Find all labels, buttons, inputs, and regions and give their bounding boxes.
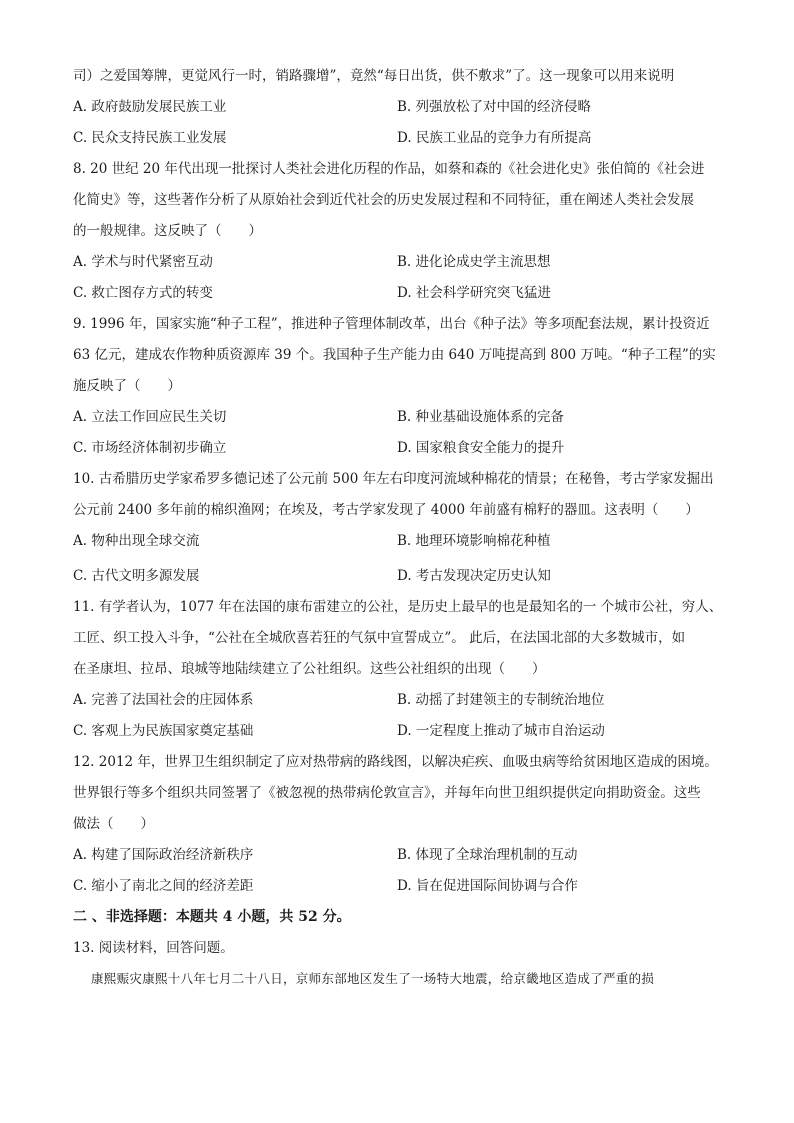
question-11-stem-line-1: 11. 有学者认为，1077 年在法国的康布雷建立的公社，是历史上最早的也是最知名的一 个城市公社，穷人、 bbox=[73, 599, 723, 615]
question-8-options-row-2 bbox=[73, 283, 732, 314]
question-7-option-d[interactable]: D. 民族工业品的竞争力有所提高 bbox=[397, 130, 592, 146]
question-8-option-c[interactable]: C. 救亡图存方式的转变 bbox=[73, 285, 213, 301]
question-11-option-d[interactable]: D. 一定程度上推动了城市自治运动 bbox=[397, 723, 605, 739]
question-9-option-b[interactable]: B. 种业基础设施体系的完备 bbox=[397, 409, 565, 425]
question-9-stem-line-1: 9. 1996 年，国家实施“种子工程”，推进种子管理体制改革，出台《种子法》等多项配套法规，累计投资近 bbox=[73, 316, 710, 332]
section-2-heading: 二 、非选择题：本题共 4 小题，共 52 分。 bbox=[73, 909, 351, 925]
question-9-options-row-2 bbox=[73, 438, 732, 469]
question-10-options-row-2 bbox=[73, 566, 732, 597]
question-8-stem-line-2: 化简史》等，这些著作分析了从原始社会到近代社会的历史发展过程和不同特征，重在阐述人类社会发展 bbox=[73, 192, 694, 208]
question-7-option-a[interactable]: A. 政府鼓励发展民族工业 bbox=[73, 99, 227, 115]
question-10-stem-line-2: 公元前 2400 多年前的棉织渔网；在埃及，考古学家发现了 4000 年前盛有棉籽的器皿。这表明（ ） bbox=[73, 502, 699, 518]
question-10-options-row-1 bbox=[73, 531, 732, 562]
question-7-options-row-2 bbox=[73, 128, 732, 159]
question-9-option-a[interactable]: A. 立法工作回应民生关切 bbox=[73, 409, 227, 425]
question-12-option-b[interactable]: B. 体现了全球治理机制的互动 bbox=[397, 847, 578, 863]
question-12-stem-line-3: 做法（ ） bbox=[73, 816, 154, 832]
question-9-option-d[interactable]: D. 国家粮食安全能力的提升 bbox=[397, 440, 565, 456]
question-12-option-c[interactable]: C. 缩小了南北之间的经济差距 bbox=[73, 878, 254, 894]
question-8-stem-line-1: 8. 20 世纪 20 年代出现一批探讨人类社会进化历程的作品，如蔡和森的《社会进化史》张伯简的《社会进 bbox=[73, 161, 705, 177]
question-11-option-a[interactable]: A. 完善了法国社会的庄园体系 bbox=[73, 692, 254, 708]
question-8-option-d[interactable]: D. 社会科学研究突飞猛进 bbox=[397, 285, 551, 301]
question-10-stem-line-1: 10. 古希腊历史学家希罗多德记述了公元前 500 年左右印度河流域种棉花的情景；在秘鲁，考古学家发掘出 bbox=[73, 471, 714, 487]
question-8-options-row-1 bbox=[73, 252, 732, 283]
question-7-options-row-1 bbox=[73, 97, 732, 128]
question-11-options-row-1 bbox=[73, 690, 732, 721]
question-7-option-b[interactable]: B. 列强放松了对中国的经济侵略 bbox=[397, 99, 592, 115]
question-12-stem-line-1: 12. 2012 年，世界卫生组织制定了应对热带病的路线图，以解决疟疾、血吸虫病等给贫困地区造成的困境。 bbox=[73, 754, 718, 770]
question-12-options-row-2 bbox=[73, 876, 732, 907]
question-7-stem-end: 司）之爱国筹牌，更觉风行一时，销路骤增”，竟然“每日出货，供不敷求”了。这一现象可以用来说明 bbox=[73, 68, 675, 84]
question-8-option-a[interactable]: A. 学术与时代紧密互动 bbox=[73, 254, 213, 270]
question-12-options-row-1 bbox=[73, 845, 732, 876]
question-9-option-c[interactable]: C. 市场经济体制初步确立 bbox=[73, 440, 227, 456]
question-12-option-a[interactable]: A. 构建了国际政治经济新秩序 bbox=[73, 847, 254, 863]
question-11-option-c[interactable]: C. 客观上为民族国家奠定基础 bbox=[73, 723, 254, 739]
question-10-option-c[interactable]: C. 古代文明多源发展 bbox=[73, 568, 200, 584]
question-9-stem-line-3: 施反映了（ ） bbox=[73, 378, 181, 394]
question-11-options-row-2 bbox=[73, 721, 732, 752]
question-10-option-d[interactable]: D. 考古发现决定历史认知 bbox=[397, 568, 551, 584]
question-11-option-b[interactable]: B. 动摇了封建领主的专制统治地位 bbox=[397, 692, 605, 708]
question-8-option-b[interactable]: B. 进化论成史学主流思想 bbox=[397, 254, 551, 270]
question-10-option-b[interactable]: B. 地理环境影响棉花种植 bbox=[397, 533, 551, 549]
question-7-option-c[interactable]: C. 民众支持民族工业发展 bbox=[73, 130, 227, 146]
question-11-stem-line-3: 在圣康坦、拉昂、琅城等地陆续建立了公社组织。这些公社组织的出现（ ） bbox=[73, 661, 546, 677]
question-9-options-row-1 bbox=[73, 407, 732, 438]
question-8-stem-line-3: 的一般规律。这反映了（ ） bbox=[73, 223, 262, 239]
question-11-stem-line-2: 工匠、织工投入斗争，“公社在全城欣喜若狂的气氛中宣誓成立”。 此后，在法国北部的大多数城市，如 bbox=[73, 630, 686, 646]
question-10-option-a[interactable]: A. 物种出现全球交流 bbox=[73, 533, 200, 549]
question-12-stem-line-2: 世界银行等多个组织共同签署了《被忽视的热带病伦敦宣言》，并每年向世卫组织提供定向捐助资金。这些 bbox=[73, 785, 701, 801]
question-12-option-d[interactable]: D. 旨在促进国际间协调与合作 bbox=[397, 878, 578, 894]
question-13-material: 康熙赈灾康熙十八年七月二十八日，京师东部地区发生了一场特大地震，给京畿地区造成了严重的损 bbox=[91, 971, 655, 986]
question-9-stem-line-2: 63 亿元，建成农作物种质资源库 39 个。我国种子生产能力由 640 万吨提高到 800 万吨。“种子工程”的实 bbox=[73, 347, 716, 363]
question-13-prompt: 13. 阅读材料，回答问题。 bbox=[73, 940, 234, 956]
